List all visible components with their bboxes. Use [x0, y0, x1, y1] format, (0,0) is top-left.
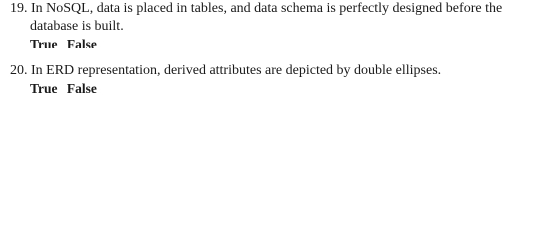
- question-20: [10, 62, 541, 97]
- option-true[interactable]: True: [30, 37, 58, 48]
- question-19-text-line-2: database is built.: [30, 19, 124, 34]
- question-19-number: 19.: [10, 1, 28, 16]
- question-20-options: [10, 80, 541, 97]
- question-19-text: In NoSQL, data is placed in tables, and data schema is perfectly designed before the: [31, 1, 503, 16]
- question-19-text-line-1: [10, 0, 541, 18]
- question-20-text: In ERD representation, derived attributes are depicted by double ellipses.: [31, 63, 442, 78]
- option-true[interactable]: True: [30, 81, 58, 96]
- option-false[interactable]: False: [66, 81, 97, 96]
- question-19-options: [10, 36, 541, 48]
- option-false[interactable]: False: [66, 37, 97, 48]
- question-20-number: 20.: [10, 63, 28, 78]
- question-19: [10, 0, 541, 48]
- question-20-text-line-1: [10, 62, 541, 80]
